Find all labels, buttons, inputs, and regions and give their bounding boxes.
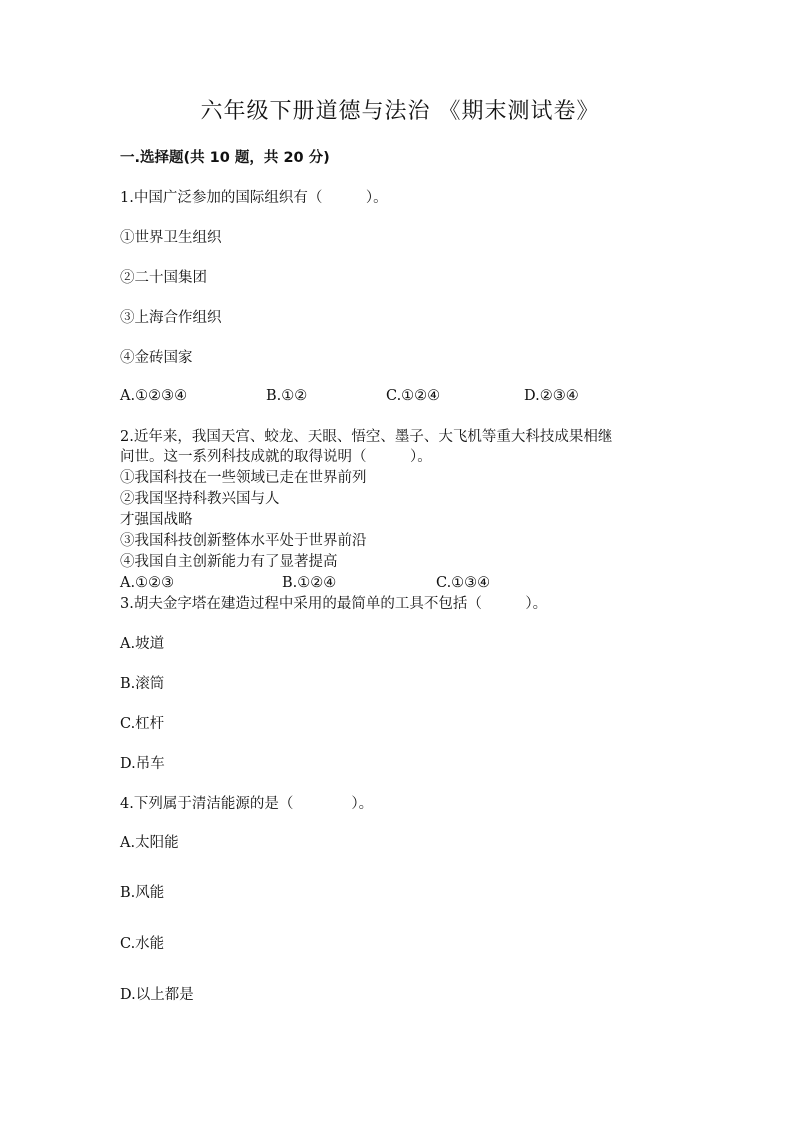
question-1-item: ④金砖国家	[120, 350, 193, 366]
question-3-option-b[interactable]: B.滚筒	[120, 676, 165, 692]
question-1-option-d[interactable]: D.②③④	[524, 388, 579, 404]
question-4-option-a[interactable]: A.太阳能	[120, 835, 179, 851]
question-3-option-a[interactable]: A.坡道	[120, 636, 165, 652]
question-4-stem: 4.下列属于清洁能源的是（ ）。	[120, 796, 374, 812]
question-1-item: ③上海合作组织	[120, 310, 222, 326]
question-1-stem: 1.中国广泛参加的国际组织有（ ）。	[120, 190, 388, 206]
question-4-option-d[interactable]: D.以上都是	[120, 987, 194, 1003]
question-3-stem: 3.胡夫金字塔在建造过程中采用的最简单的工具不包括（ ）。	[120, 596, 548, 612]
question-1-option-a[interactable]: A.①②③④	[120, 388, 188, 404]
question-2-item: ③我国科技创新整体水平处于世界前沿	[120, 533, 367, 549]
question-3-option-c[interactable]: C.杠杆	[120, 716, 165, 732]
question-2-stem: 2.近年来，我国天宫、蛟龙、天眼、悟空、墨子、大飞机等重大科技成果相继	[120, 429, 613, 445]
question-2-option-a[interactable]: A.①②③	[120, 575, 175, 591]
question-3-option-d[interactable]: D.吊车	[120, 756, 165, 772]
question-2-stem: 问世。这一系列科技成就的取得说明（ ）。	[120, 449, 432, 465]
question-1-option-b[interactable]: B.①②	[266, 388, 308, 404]
question-1-item: ②二十国集团	[120, 270, 207, 286]
page-title: 六年级下册道德与法治 《期末测试卷》	[200, 99, 600, 124]
question-1-item: ①世界卫生组织	[120, 230, 222, 246]
question-4-option-b[interactable]: B.风能	[120, 885, 165, 901]
question-2-item: 才强国战略	[120, 512, 193, 528]
question-2-item: ②我国坚持科教兴国与人	[120, 491, 280, 507]
question-4-option-c[interactable]: C.水能	[120, 936, 165, 952]
question-2-option-c[interactable]: C.①③④	[436, 575, 491, 591]
question-2-item: ④我国自主创新能力有了显著提高	[120, 554, 338, 570]
section-heading: 一.选择题(共 10 题，共 20 分)	[120, 150, 330, 166]
question-1-option-c[interactable]: C.①②④	[386, 388, 441, 404]
question-2-option-b[interactable]: B.①②④	[282, 575, 337, 591]
question-2-item: ①我国科技在一些领域已走在世界前列	[120, 470, 367, 486]
